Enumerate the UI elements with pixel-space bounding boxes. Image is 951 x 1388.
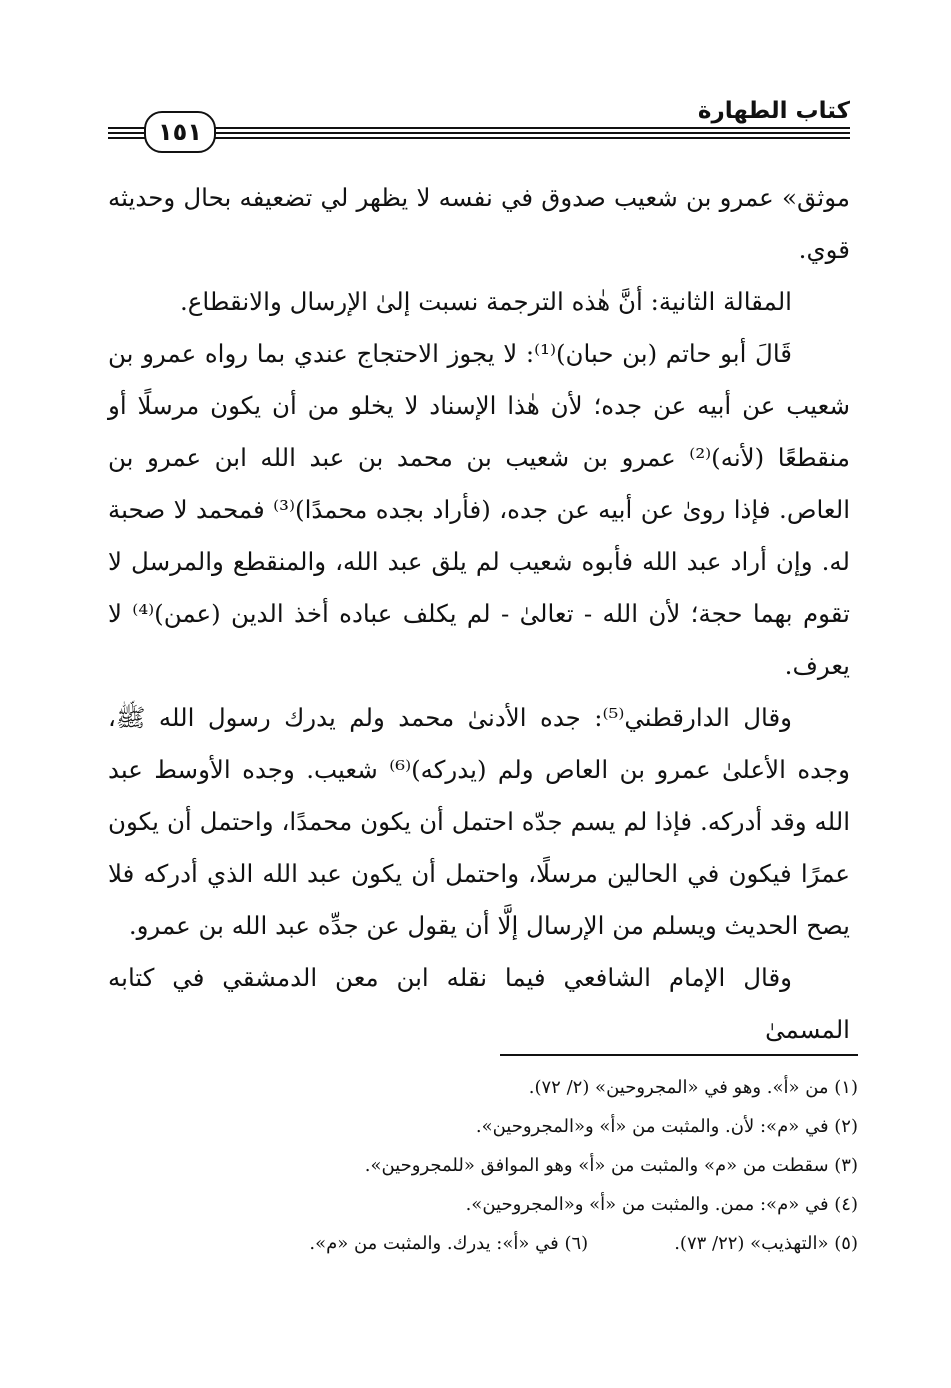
footnote: (٥) «التهذيب» (٢٢/ ٧٣). [674,1233,858,1254]
paragraph: موثق» عمرو بن شعيب صدوق في نفسه لا يظهر لي تضعيفه بحال وحديثه قوي. [108,183,850,264]
page-header [108,96,850,156]
header-rule [108,132,850,134]
header-rule [108,127,850,129]
footnote: (٤) في «م»: ممن. والمثبت من «أ» و«المجروحين». [465,1194,858,1215]
chapter-title: كتاب الطهارة [697,98,850,124]
footnote: (٦) في «أ»: يدرك. والمثبت من «م». [309,1233,589,1254]
footnotes [108,1068,858,1263]
header-rule [108,137,850,139]
paragraph: قَالَ أبو حاتم (بن حبان)⁽¹⁾: لا يجوز الاحتجاج عندي بما رواه عمرو بن شعيب عن أبيه عن جده؛ لأن هٰذا الإسناد لا يخلو من أن يكون مرسلًا أو منقطعًا (لأنه)⁽²⁾ عمرو بن شعيب بن محمد بن عبد الله ابن عمرو بن العاص. فإذا روىٰ عن أبيه عن جده، (فأراد بجده محمدًا)⁽³⁾ فمحمد لا صحبة له. وإن أراد عبد الله فأبوه شعيب لم يلق عبد الله، والمنقطع والمرسل لا تقوم بهما حجة؛ لأن الله - تعالىٰ - لم يكلف عباده أخذ الدين (عمن)⁽⁴⁾ لا يعرف. [108,339,851,680]
paragraph: المقالة الثانية: أنَّ هٰذه الترجمة نسبت إلىٰ الإرسال والانقطاع. [180,287,792,316]
paragraph: وقال الإمام الشافعي فيما نقله ابن معن الدمشقي في كتابه المسمىٰ [108,963,850,1044]
footnote: (١) من «أ». وهو في «المجروحين» (٢/ ٧٢). [528,1077,858,1098]
page-number: ١٥١ [144,111,216,153]
footnote: (٢) في «م»: لأن. والمثبت من «أ» و«المجروحين». [475,1116,858,1137]
footnote: (٣) سقطت من «م» والمثبت من «أ» وهو الموافق «للمجروحين». [364,1155,858,1176]
footnote-separator [500,1054,858,1056]
paragraph: وقال الدارقطني⁽⁵⁾: جده الأدنىٰ محمد ولم يدرك رسول الله ﷺ، وجده الأعلىٰ عمرو بن العاص ولم (يدركه)⁽⁶⁾ شعيب. وجده الأوسط عبد الله وقد أدركه. فإذا لم يسم جدّه احتمل أن يكون محمدًا، واحتمل أن يكون عمرًا فيكون في الحالين مرسلًا، واحتمل أن يكون عبد الله الذي أدركه فلا يصح الحديث ويسلم من الإرسال إلَّا أن يقول عن جدِّه عبد الله بن عمرو. [108,703,851,940]
main-text [108,172,850,1056]
footnote-row [108,1224,858,1263]
